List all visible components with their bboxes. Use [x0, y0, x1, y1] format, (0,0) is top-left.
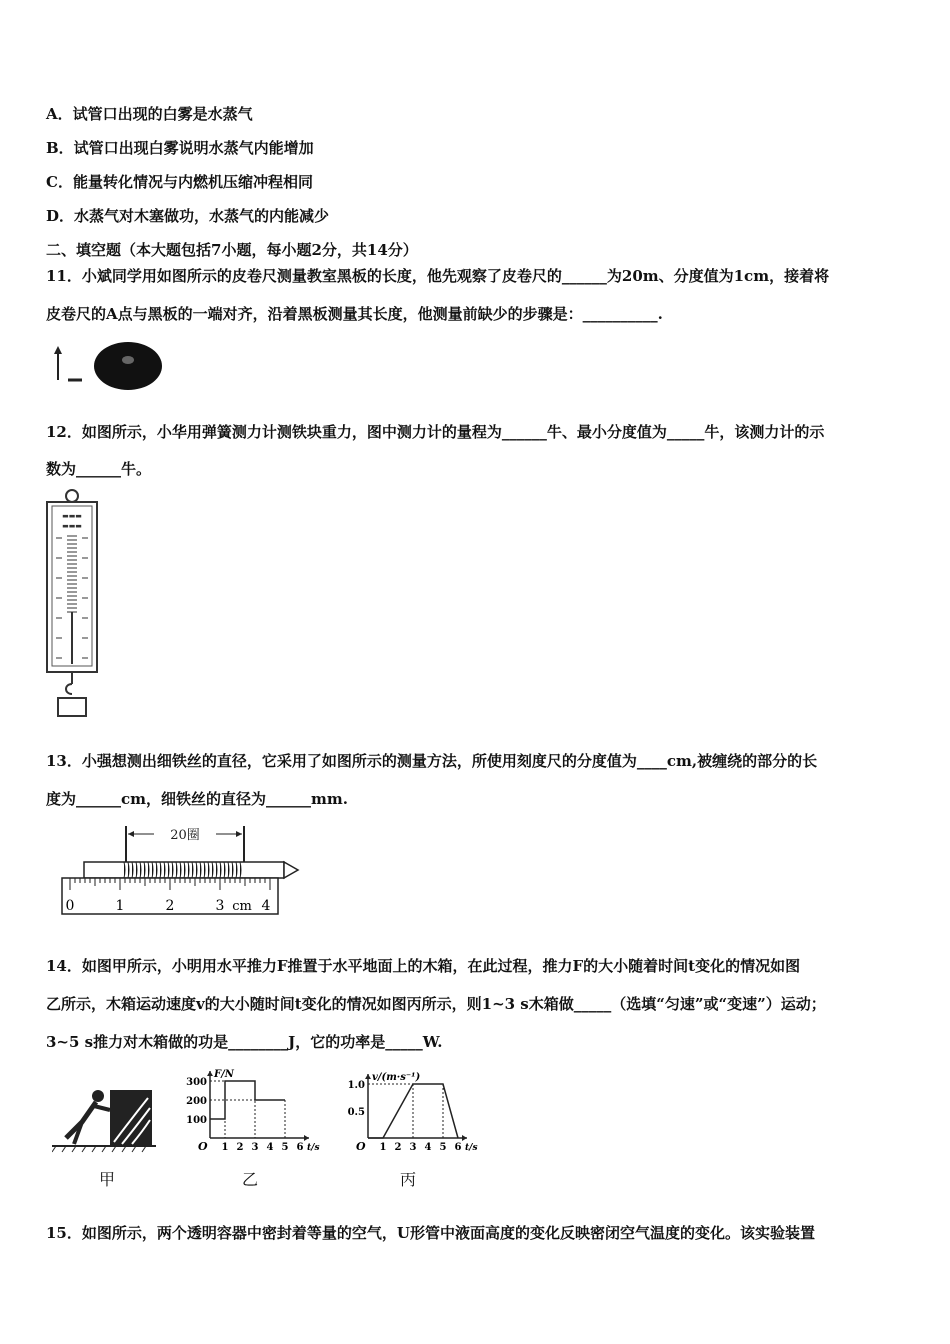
x-tick-label: 3 — [409, 1142, 417, 1153]
x-axis-arrow — [304, 1135, 309, 1141]
option-b: B．试管口出现白雾说明水蒸气内能增加 — [46, 139, 314, 157]
tape-measure-figure — [48, 338, 168, 398]
wire-count-label: 20圈 — [170, 828, 200, 843]
option-d: D．水蒸气对木塞做功，水蒸气的内能减少 — [46, 207, 330, 225]
y-axis-arrow — [207, 1071, 213, 1076]
q12-line2: 数为______牛。 — [46, 460, 152, 478]
x-tick-label: 5 — [439, 1142, 447, 1153]
x-axis-label: t/s — [465, 1143, 478, 1153]
q14-line2: 乙所示，木箱运动速度v的大小随时间t变化的情况如图丙所示，则1~3 s木箱做_____（选填“匀速”或“变速”）运动； — [46, 995, 826, 1013]
x-tick-label: 2 — [236, 1142, 244, 1153]
x-tick-label: 1 — [379, 1142, 387, 1153]
ruler-unit: cm — [232, 899, 252, 914]
x-tick-label: 6 — [296, 1142, 304, 1153]
svg-text:▬▬▬: ▬▬▬ — [62, 512, 82, 520]
caption-bing: 丙 — [400, 1170, 417, 1189]
q15-line1: 15．如图所示，两个透明容器中密封着等量的空气，U形管中液面高度的变化反映密闭空气温度的变化。该实验装置 — [46, 1224, 815, 1242]
q11-line2: 皮卷尺的A点与黑板的一端对齐，沿着黑板测量其长度，他测量前缺少的步骤是：__________. — [46, 305, 663, 323]
x-tick-label: 2 — [394, 1142, 402, 1153]
ruler-tick-3: 3 — [215, 898, 225, 914]
y-axis-label: F/N — [214, 1069, 234, 1080]
option-a: A．试管口出现的白雾是水蒸气 — [46, 105, 253, 123]
x-axis-label: t/s — [307, 1143, 320, 1153]
y-tick-label: 100 — [186, 1115, 207, 1126]
ruler-tick-2: 2 — [165, 898, 175, 914]
ruler-tick-4: 4 — [261, 898, 271, 914]
y-tick-label: 200 — [186, 1096, 207, 1107]
caption-yi: 乙 — [242, 1170, 259, 1189]
x-axis-arrow — [462, 1135, 467, 1141]
push-box-figure — [52, 1066, 162, 1154]
ruler-tick-0: 0 — [65, 898, 75, 914]
y-tick-label: 300 — [186, 1077, 207, 1088]
q12-line1: 12．如图所示，小华用弹簧测力计测铁块重力，图中测力计的量程为______牛、最小分度值为_____牛，该测力计的示 — [46, 423, 825, 441]
option-c: C．能量转化情况与内燃机压缩冲程相同 — [46, 173, 313, 191]
q14-line1: 14．如图甲所示，小明用水平推力F推置于水平地面上的木箱，在此过程，推力F的大小随着时间t变化的情况如图 — [46, 957, 801, 975]
q11-line1: 11．小斌同学用如图所示的皮卷尺测量教室黑板的长度，他先观察了皮卷尺的______为20m、分度值为1cm，接着将 — [46, 267, 830, 285]
x-tick-label: 5 — [281, 1142, 289, 1153]
caption-jia: 甲 — [99, 1170, 116, 1189]
x-tick-label: 4 — [424, 1142, 432, 1153]
q13-line2: 度为______cm，细铁丝的直径为______mm. — [46, 790, 348, 808]
y-tick-label: 1.0 — [347, 1080, 365, 1091]
velocity-time-chart — [340, 1062, 490, 1158]
origin-label: O — [198, 1140, 208, 1153]
x-tick-label: 3 — [251, 1142, 259, 1153]
force-time-chart — [186, 1062, 326, 1158]
x-tick-label: 1 — [221, 1142, 229, 1153]
wire-ruler-figure — [58, 822, 304, 918]
section-heading: 二、填空题（本大题包括7小题，每小题2分，共14分） — [46, 241, 418, 259]
origin-label: O — [356, 1140, 366, 1153]
q13-line1: 13．小强想测出细铁丝的直径，它采用了如图所示的测量方法，所使用刻度尺的分度值为____cm,被缠绕的部分的长 — [46, 752, 818, 770]
ruler-tick-1: 1 — [115, 898, 125, 914]
y-axis-arrow — [365, 1074, 371, 1079]
svg-text:▬▬▬: ▬▬▬ — [62, 522, 82, 530]
y-axis-label: v/(m·s⁻¹) — [372, 1072, 421, 1083]
x-tick-label: 6 — [454, 1142, 462, 1153]
spring-scale-figure — [42, 488, 102, 720]
y-tick-label: 0.5 — [347, 1107, 365, 1118]
x-tick-label: 4 — [266, 1142, 274, 1153]
q14-line3: 3~5 s推力对木箱做的功是________J，它的功率是_____W. — [46, 1033, 443, 1051]
